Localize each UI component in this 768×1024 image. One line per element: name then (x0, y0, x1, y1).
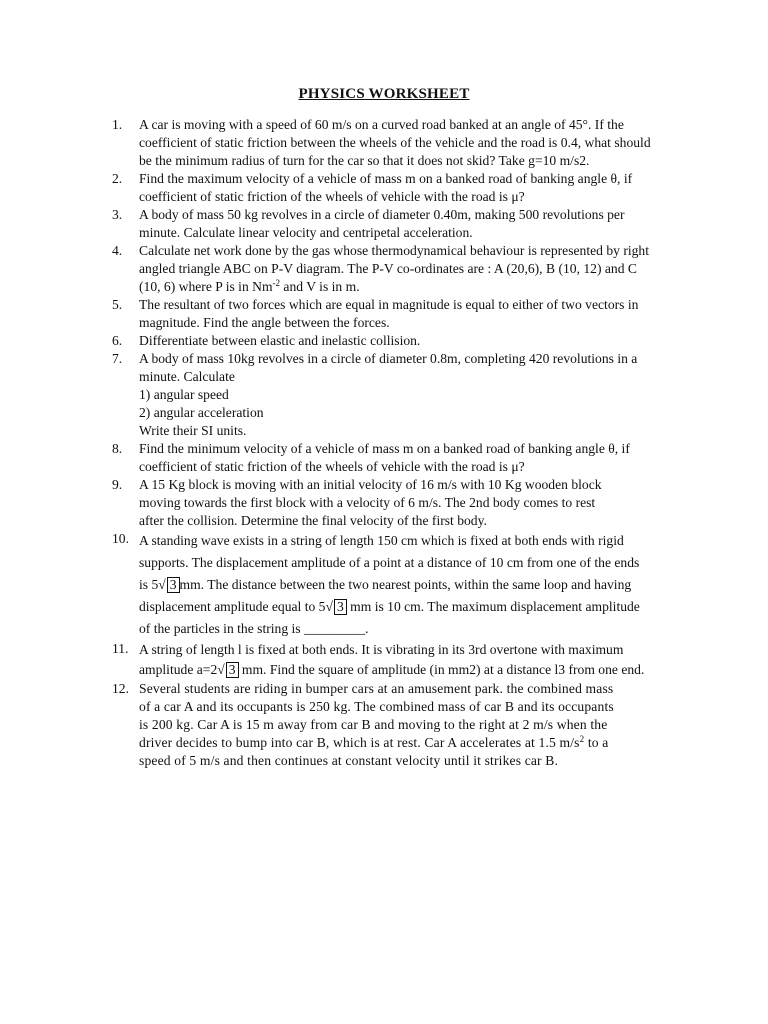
question-text-line: The resultant of two forces which are equal in magnitude is equal to either of two vectors in (139, 297, 639, 312)
question-number: 3. (112, 207, 123, 222)
question-item (112, 440, 678, 476)
question-item (112, 332, 678, 350)
question-item (112, 350, 678, 440)
question-text-line: A body of mass 10kg revolves in a circle of diameter 0.8m, completing 420 revolutions in a (139, 351, 638, 366)
superscript: -2 (272, 278, 281, 288)
question-item (112, 170, 678, 206)
page-title: PHYSICS WORKSHEET (298, 86, 470, 102)
superscript: 2 (579, 734, 585, 744)
question-text-line: coefficient of static friction between the wheels of the vehicle and the road is 0.4, what should (139, 135, 651, 150)
question-text-line: supports. The displacement amplitude of a point at a distance of 10 cm from one of the ends (139, 555, 640, 570)
question-text-line: minute. Calculate (139, 369, 235, 384)
text-segment: to a (584, 735, 609, 750)
text-segment: mm is 10 cm. The maximum displacement amplitude (346, 599, 640, 614)
question-number: 8. (112, 441, 123, 456)
boxed-radicand: 3 (226, 662, 239, 678)
question-number: 12. (112, 681, 129, 696)
question-text-line: A string of length l is fixed at both ends. It is vibrating in its 3rd overtone with maximum (139, 642, 624, 657)
question-item (112, 116, 678, 170)
question-item (112, 680, 678, 770)
question-text-line: 1) angular speed (139, 387, 229, 402)
question-item (112, 530, 678, 640)
question-item (112, 206, 678, 242)
question-text-line: is 200 kg. Car A is 15 m away from car B and moving to the right at 2 m/s when the (139, 717, 608, 732)
question-text-line: A standing wave exists in a string of length 150 cm which is fixed at both ends with rigid (139, 533, 624, 548)
text-segment: is 5√ (139, 577, 166, 592)
text-segment: mm. Find the square of amplitude (in mm2) at a distance l3 from one end. (238, 662, 645, 677)
question-number: 6. (112, 333, 123, 348)
text-segment: amplitude a=2√ (139, 662, 225, 677)
text-segment: displacement amplitude equal to 5√ (139, 599, 333, 614)
question-text-line: speed of 5 m/s and then continues at constant velocity until it strikes car B. (139, 753, 559, 768)
text-segment: mm. The distance between the two nearest points, within the same loop and having (179, 577, 632, 592)
question-text-line: be the minimum radius of turn for the car so that it does not skid? Take g=10 m/s2. (139, 153, 590, 168)
boxed-radicand: 3 (334, 599, 347, 615)
question-text-line: A car is moving with a speed of 60 m/s on a curved road banked at an angle of 45°. If the (139, 117, 624, 132)
question-text-line: Several students are riding in bumper cars at an amusement park. the combined mass (139, 681, 614, 696)
question-text-line: magnitude. Find the angle between the forces. (139, 315, 390, 330)
question-text-line: after the collision. Determine the final velocity of the first body. (139, 513, 487, 528)
question-item (112, 476, 678, 530)
question-number: 10. (112, 531, 129, 546)
boxed-radicand: 3 (167, 577, 180, 593)
text-segment: and V is in m. (280, 279, 360, 294)
question-number: 9. (112, 477, 123, 492)
question-text-line: coefficient of static friction of the wheels of vehicle with the road is μ? (139, 189, 525, 204)
question-item (112, 640, 678, 680)
question-number: 11. (112, 641, 129, 656)
question-text-line: Calculate net work done by the gas whose thermodynamical behaviour is represented by right (139, 243, 649, 258)
question-text-line: of a car A and its occupants is 250 kg. The combined mass of car B and its occupants (139, 699, 614, 714)
question-text-line (139, 596, 678, 618)
question-number: 1. (112, 117, 123, 132)
question-text-line: coefficient of static friction of the wheels of vehicle with the road is μ? (139, 459, 525, 474)
text-segment: driver decides to bump into car B, which is at rest. Car A accelerates at 1.5 m/s (139, 735, 580, 750)
question-text-line: minute. Calculate linear velocity and centripetal acceleration. (139, 225, 473, 240)
question-text-line: angled triangle ABC on P-V diagram. The P-V co-ordinates are : A (20,6), B (10, 12) and C (139, 261, 637, 276)
question-text-line: A 15 Kg block is moving with an initial velocity of 16 m/s with 10 Kg wooden block (139, 477, 602, 492)
question-item (112, 242, 678, 296)
question-number: 5. (112, 297, 123, 312)
question-number: 2. (112, 171, 123, 186)
question-text-line: moving towards the first block with a velocity of 6 m/s. The 2nd body comes to rest (139, 495, 596, 510)
question-number: 4. (112, 243, 123, 258)
question-text-line: Find the maximum velocity of a vehicle of mass m on a banked road of banking angle θ, if (139, 171, 633, 186)
question-text-line (139, 660, 678, 680)
question-text-line (139, 574, 678, 596)
question-text-line (139, 278, 678, 296)
question-item (112, 296, 678, 332)
question-list (112, 116, 678, 770)
question-text-line (139, 734, 678, 752)
question-text-line: 2) angular acceleration (139, 405, 264, 420)
question-text-line: of the particles in the string is _________. (139, 621, 369, 636)
question-number: 7. (112, 351, 123, 366)
question-text-line: Differentiate between elastic and inelastic collision. (139, 333, 421, 348)
question-text-line: Find the minimum velocity of a vehicle of mass m on a banked road of banking angle θ, if (139, 441, 630, 456)
question-text-line: Write their SI units. (139, 423, 247, 438)
text-segment: (10, 6) where P is in Nm (139, 279, 273, 294)
question-text-line: A body of mass 50 kg revolves in a circle of diameter 0.40m, making 500 revolutions per (139, 207, 625, 222)
